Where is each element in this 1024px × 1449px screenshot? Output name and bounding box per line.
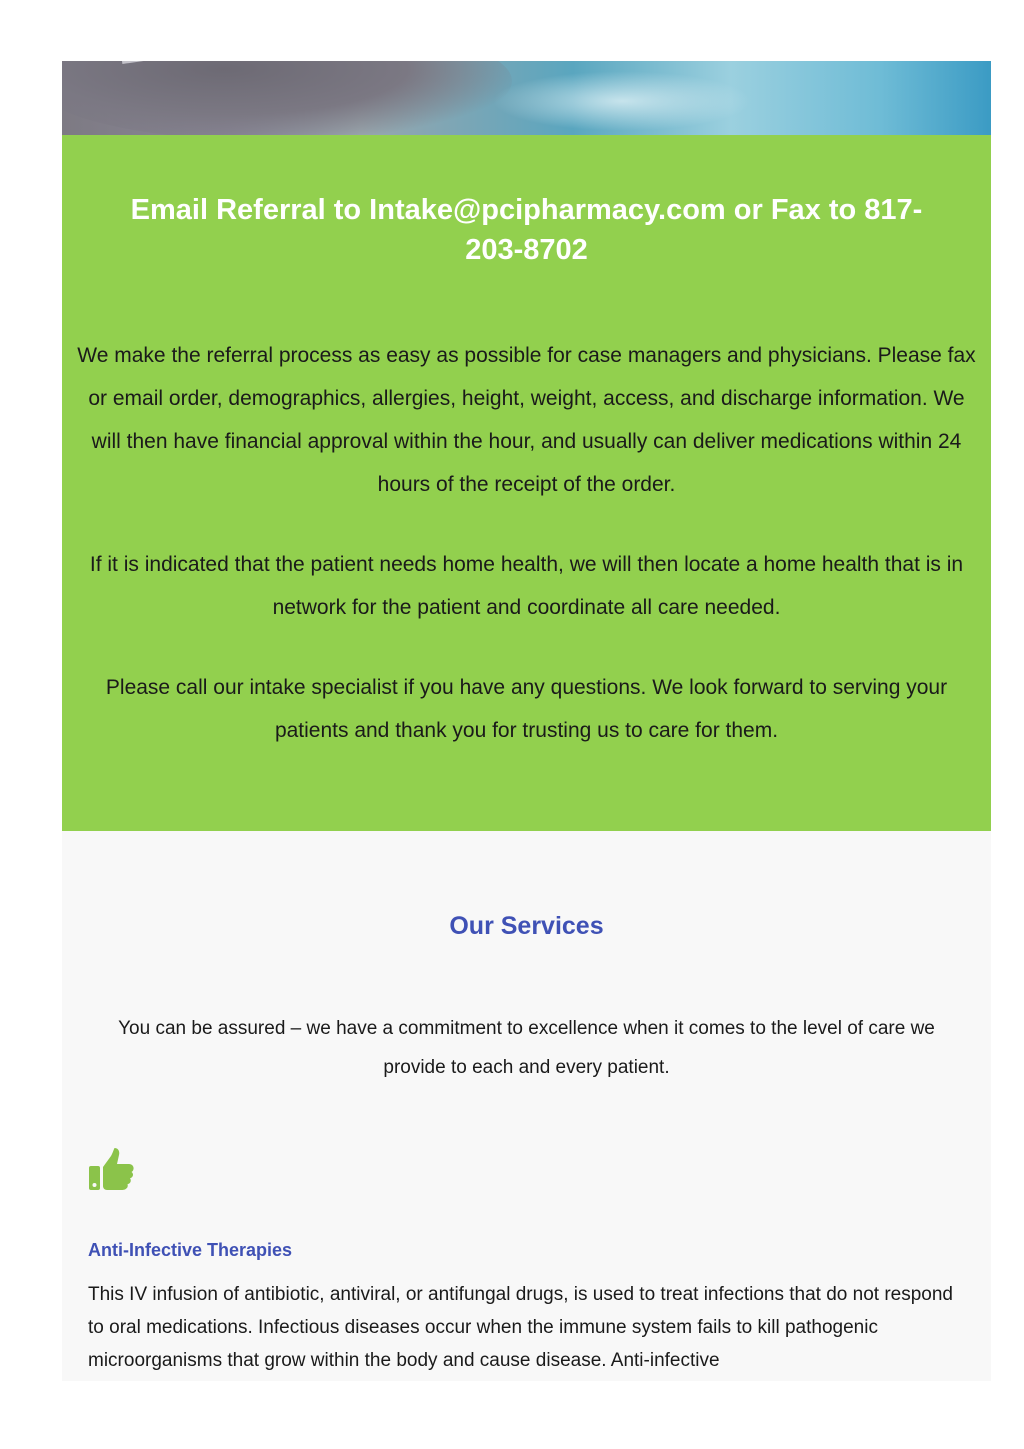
referral-paragraph-contact: Please call our intake specialist if you have any questions. We look forward to serving your patients and thank you for trusting us to care for them.	[105, 676, 948, 742]
services-section	[62, 831, 991, 1381]
thumbs-up-icon	[87, 1146, 135, 1194]
hero-image	[62, 61, 991, 135]
page-content	[62, 61, 991, 1381]
service-description-anti-infective: This IV infusion of antibiotic, antiviral, or antifungal drugs, is used to treat infections that do not respond to oral medications. Infectious diseases occur when the immune system fails to kill pathogenic microorganisms that grow within the body and cause disease. Anti-infective	[88, 1284, 953, 1371]
referral-section	[62, 135, 991, 831]
service-title-anti-infective: Anti-Infective Therapies	[88, 1240, 293, 1260]
services-intro: You can be assured – we have a commitment to excellence when it comes to the level of care we provide to each and every patient.	[118, 1018, 935, 1078]
hero-shade	[62, 61, 512, 135]
services-title: Our Services	[449, 912, 604, 940]
referral-paragraph-home-health: If it is indicated that the patient needs home health, we will then locate a home health that is in network for the patient and coordinate all care needed.	[89, 553, 964, 619]
referral-heading: Email Referral to Intake@pcipharmacy.com or Fax to 817-203-8702	[130, 194, 923, 266]
referral-paragraph-process: We make the referral process as easy as possible for case managers and physicians. Please fax or email order, demographics, allergies, height, weight, access, and discharge information. We will then have financial approval within the hour, and usually can deliver medications within 24 hours of the receipt of the order.	[77, 344, 976, 496]
hero-light	[492, 71, 752, 131]
